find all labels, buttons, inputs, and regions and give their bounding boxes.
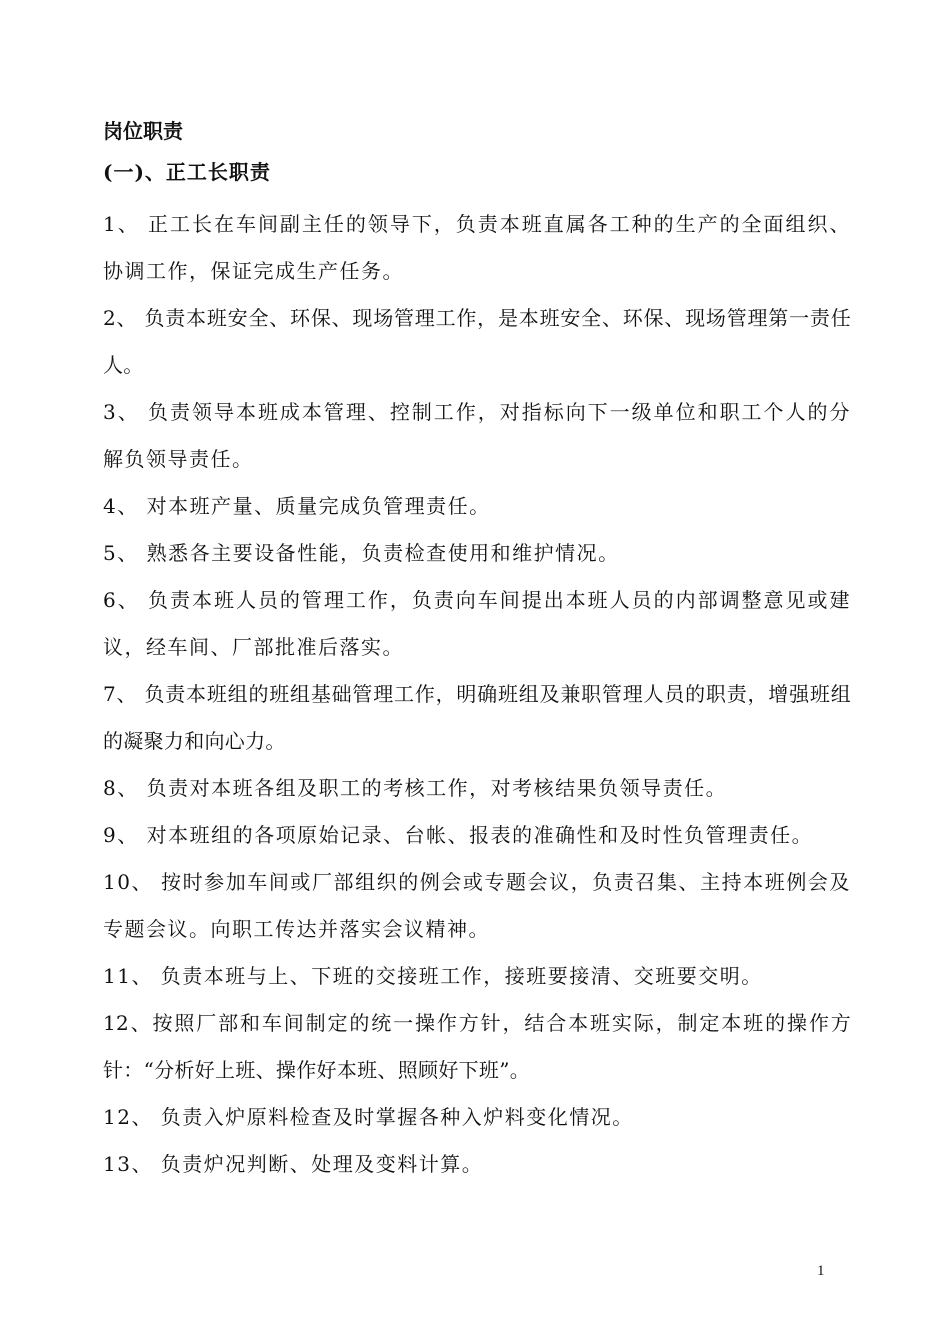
duty-item-6: 6、 负责本班人员的管理工作，负责向车间提出本班人员的内部调整意见或建议，经车间、厂部批准后落实。	[103, 588, 851, 659]
duty-item-13: 13、 负责炉况判断、处理及变料计算。	[103, 1152, 484, 1176]
duty-item-8: 8、 负责对本班各组及职工的考核工作，对考核结果负领导责任。	[103, 776, 728, 800]
document-title: 岗位职责	[103, 119, 183, 143]
duty-item-9: 9、 对本班组的各项原始记录、台帐、报表的准确性和及时性负管理责任。	[103, 823, 814, 847]
duty-item-10: 10、 按时参加车间或厂部组织的例会或专题会议，负责召集、主持本班例会及专题会议。向职工传达并落实会议精神。	[103, 870, 851, 941]
duty-item-2: 2、 负责本班安全、环保、现场管理工作，是本班安全、环保、现场管理第一责任人。	[103, 306, 851, 377]
duty-item-3: 3、 负责领导本班成本管理、控制工作，对指标向下一级单位和职工个人的分解负领导责任。	[103, 400, 851, 471]
duty-item-12b: 12、 负责入炉原料检查及时掌握各种入炉料变化情况。	[103, 1105, 634, 1129]
duty-item-1: 1、 正工长在车间副主任的领导下，负责本班直属各工种的生产的全面组织、协调工作，保证完成生产任务。	[103, 212, 851, 283]
duty-item-12a: 12、按照厂部和车间制定的统一操作方针，结合本班实际，制定本班的操作方针：“分析好上班、操作好本班、照顾好下班”。	[103, 1011, 851, 1082]
page-number: 1	[817, 1263, 825, 1279]
duty-item-5: 5、 熟悉各主要设备性能，负责检查使用和维护情况。	[103, 541, 620, 565]
section-heading	[103, 161, 851, 201]
duty-item-11: 11、 负责本班与上、下班的交接班工作，接班要接清、交班要交明。	[103, 964, 763, 988]
duty-item-4: 4、 对本班产量、质量完成负管理责任。	[103, 494, 491, 518]
duty-item-7: 7、 负责本班组的班组基础管理工作，明确班组及兼职管理人员的职责，增强班组的凝聚力和向心力。	[103, 682, 851, 753]
section-heading-text: (一)、正工长职责	[103, 160, 271, 184]
document-body	[103, 120, 851, 1188]
